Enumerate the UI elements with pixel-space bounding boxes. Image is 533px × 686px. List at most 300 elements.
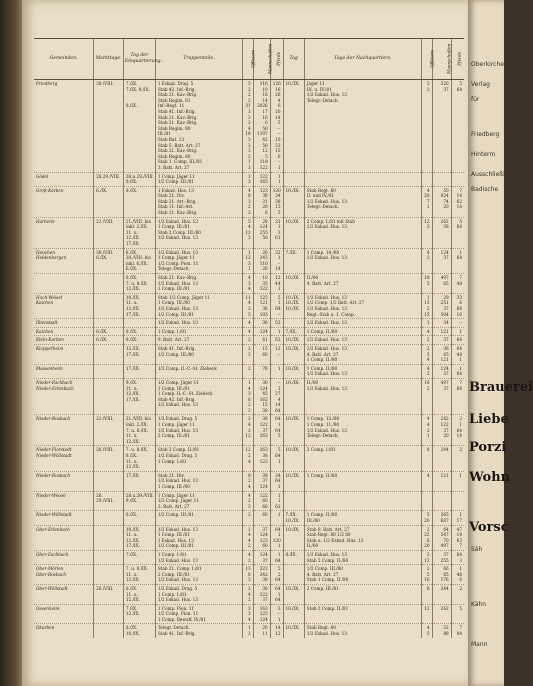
cell-mannschaften: 61 — [253, 336, 270, 345]
cell-einquartierung: 7./IX. 7./IX. 9./IX. 8./IX. — [123, 80, 155, 173]
cell-nachquartiere: 2 Comp. I./81 mit Stab 1/2 Eskad. Hus. 13 — [304, 217, 421, 248]
cell-gemeinde: Ilbenstadt — [34, 319, 94, 328]
cell-pferde: 14 12 — [270, 624, 283, 638]
cell-mannschaften-2: 320 37 — [432, 80, 451, 173]
table-row — [34, 624, 464, 638]
cell-pferde: 1 1 62 — [270, 491, 283, 511]
cell-nachquartier-tag: 8./IX. — [283, 550, 304, 564]
adjacent-page-text: Wohn — [469, 470, 511, 485]
cell-offiziere-2: 18 5 — [421, 274, 432, 294]
cell-pferde-2: 47 14 63 7 — [451, 525, 464, 550]
cell-offiziere-2: 12 3 — [421, 217, 432, 248]
cell-offiziere: 1 12 3 1 — [243, 248, 254, 273]
cell-mannschaften-2 — [432, 491, 451, 511]
table-row — [34, 525, 464, 550]
cell-markttage — [94, 624, 124, 638]
cell-offiziere: 13 8 3 — [243, 565, 254, 585]
cell-einquartierung: 10./IX. 11. u. 12./IX. 17./IX. — [123, 293, 155, 318]
cell-offiziere-2: 2 5 4 — [421, 344, 432, 364]
cell-pferde-2: 2 — [451, 446, 464, 471]
cell-einquartierung: 8./IX. 30./VIII. bis inkl. 6./IX. 6./IX. — [123, 248, 155, 273]
cell-pferde-2: 1 64 — [451, 364, 464, 378]
table-row — [34, 217, 464, 248]
header-mannschaften: Mannschaften — [253, 39, 270, 80]
cell-mannschaften: 10 35 122 — [253, 274, 270, 294]
cell-offiziere-2: 8 — [421, 584, 432, 604]
cell-offiziere: 4 2 3 — [243, 491, 254, 511]
cell-markttage — [94, 604, 124, 624]
cell-gemeinde: Ober-Eschbach — [34, 550, 94, 564]
cell-mannschaften: 36 — [253, 319, 270, 328]
cell-pferde-2: 1 — [451, 327, 464, 336]
table-header-row — [34, 39, 464, 80]
cell-truppenteile: Stab 41. Inf.-Brig. 1/2 Comp. III./80 — [155, 344, 242, 364]
adjacent-page-text: Hinterm — [471, 151, 496, 158]
cell-truppenteile: 1/2 Eskad. Drag. 5 1 Comp. Jäger 11 1/2 Eskad. Hus. 13 2 Comp. III./81 — [155, 415, 242, 446]
table-row — [34, 565, 464, 585]
cell-pferde: 5 64 1 — [270, 446, 283, 471]
cell-einquartierung: 8./IX. — [123, 327, 155, 336]
cell-einquartierung: 8./IX. 11. u. 12./IX. — [123, 584, 155, 604]
cell-mannschaften: 322 242 38 — [253, 565, 270, 585]
cell-markttage: 28.29./VIII. — [94, 172, 124, 186]
cell-offiziere: 2 3 — [243, 344, 254, 364]
cell-mannschaften: 15 60 — [253, 344, 270, 364]
cell-pferde-2: 1 17 — [451, 511, 464, 525]
cell-einquartierung: 7. u. 8./IX. 11. u. 12./IX. — [123, 565, 155, 585]
cell-mannschaften: 28 124 255 50 — [253, 217, 270, 248]
cell-mannschaften: 122 60 66 — [253, 491, 270, 511]
cell-mannschaften-2: 244 — [432, 446, 451, 471]
cell-gemeinde: Nieder-Florstadt Nieder-Wöllstadt — [34, 446, 94, 471]
cell-mannschaften: 116 10 18 14 2026 17 16 6 50 1197 42 50 12 5 118 122 — [253, 80, 270, 173]
cell-truppenteile: 1 Eskad. Drag. 5 Stab 42. Inf.-Brig. Stab 21. Kav.-Brig. Stab Regim. 81 Inf.-Regt. 11 Stab 41. Inf.-Brig. Stab 21. Kav.-Brig. Stab 21. Kav.-Brig. Stab Regim. 80 III./81 Stab Bat. 13 Stab 5. Batt. Art. 27 Stab 21. Kav.-Brig. Stab Regim. 80 Stab 1. Comp. III./81 3. Batt. Art. 27 — [155, 80, 242, 173]
cell-nachquartiere: Stab 9. Batt. Art. 27 Stab Regt. 80 1/2 80 Stab u. 1/2 Eskad. Hus. 13 II./80 — [304, 525, 421, 550]
cell-offiziere: 1 4 3 6 2 2 — [243, 378, 254, 415]
cell-pferde-2: 7 64 — [451, 378, 464, 415]
cell-truppenteile: Stab 21. Div. 1/2 Eskad. Hus. 13 1 Comp. III./80 — [155, 471, 242, 491]
cell-mannschaften-2: 29 251 37 504 — [432, 293, 451, 318]
cell-nachquartiere: 1 Comp. 12./80 1 Comp. 11./80 1/2 Eskad. Hus. 13 Telegr.-Detach. — [304, 415, 421, 446]
cell-offiziere: 2 4 2 12 — [243, 415, 254, 446]
cell-markttage: 21./VIII. — [94, 415, 124, 446]
cell-markttage — [94, 550, 124, 564]
cell-einquartierung: 21./VIII. bis inkl. 2./IX. 7. u. 8./IX. 11. u. 12./IX. — [123, 415, 155, 446]
cell-truppenteile: 1/2 Eskad. Hus. 13 1 Comp. III./81 Stab 2 Comp. III./80 1/2 Eskad. Hus. 13 — [155, 217, 242, 248]
cell-pferde: 12 -- — [270, 344, 283, 364]
table-row — [34, 550, 464, 564]
cell-nachquartier-tag — [283, 172, 304, 186]
adjacent-page-text: Porzi — [469, 440, 507, 455]
cell-mannschaften-2: 121 — [432, 471, 451, 491]
cell-mannschaften: 163 125 124 — [253, 604, 270, 624]
cell-offiziere-2: 1 — [421, 319, 432, 328]
cell-nachquartiere: Stab Regt. 80 II. und IV./81 1/2 Eskad. Hus. 13 Telegr.-Detach. — [304, 186, 421, 217]
cell-truppenteile: 1/2 Eskad. Hus. 13 — [155, 319, 242, 328]
cell-gemeinde: Klein-Karben — [34, 336, 94, 345]
cell-truppenteile: Stab 21. Comp. I./81 2 Comp. III./81 1/2 Eskad. Hus. 13 — [155, 565, 242, 585]
cell-pferde-2: 2 1 64 14 — [451, 415, 464, 446]
cell-nachquartier-tag: 10./IX. — [283, 604, 304, 624]
cell-nachquartiere: 1/2 Eskad. Hus. 13 — [304, 336, 421, 345]
cell-mannschaften-2: 36 65 121 — [432, 344, 451, 364]
cell-einquartierung: 26.u.28./VIII. 9./IX. — [123, 172, 155, 186]
cell-einquartierung: 17./IX. — [123, 471, 155, 491]
header-einquartierung: Tag der Einquartierung. — [123, 39, 155, 80]
cell-mannschaften: 38 122 37 262 — [253, 415, 270, 446]
cell-gemeinde: Ossenheim — [34, 604, 94, 624]
adjacent-page-text: für — [471, 96, 480, 103]
cell-einquartierung: 17./IX. — [123, 364, 155, 378]
cell-gemeinde: Friedberg — [34, 80, 94, 173]
header-pferde-2: Pferde — [451, 39, 464, 80]
cell-markttage — [94, 319, 124, 328]
quartering-table — [34, 38, 464, 638]
cell-nachquartiere: Stab 2 Comp. II./81 — [304, 604, 421, 624]
cell-mannschaften-2: 37 255 — [432, 550, 451, 564]
table-row — [34, 584, 464, 604]
cell-mannschaften: 30 124 45 162 15 38 — [253, 378, 270, 415]
cell-pferde: 120 34 38 15 5 — [270, 186, 283, 217]
cell-markttage: 28. 29./VIII. — [94, 491, 124, 511]
cell-nachquartiere: 1/2 Eskad. Hus. 13 Stab 2 Comp. II./80 — [304, 550, 421, 564]
cell-nachquartier-tag: 10./IX. — [283, 80, 304, 173]
cell-nachquartier-tag: 10./IX. — [283, 584, 304, 604]
table-row — [34, 336, 464, 345]
cell-pferde: 64 1 64 — [270, 584, 283, 604]
cell-markttage — [94, 565, 124, 585]
cell-nachquartier-tag — [283, 319, 304, 328]
cell-nachquartiere: II./80 4. Batt. Art. 27 — [304, 274, 421, 294]
cell-pferde: 3 -- 1 — [270, 604, 283, 624]
cell-mannschaften-2: 497 37 — [432, 378, 451, 415]
cell-nachquartier-tag — [283, 565, 304, 585]
cell-offiziere-2: 2 22 6 20 — [421, 525, 432, 550]
cell-pferde: 64 1 64 5 — [270, 415, 283, 446]
cell-mannschaften-2: 52 88 — [432, 624, 451, 638]
cell-gemeinde: Nieder-Rosbach — [34, 415, 94, 446]
cell-nachquartier-tag: 10./IX. — [283, 344, 304, 364]
cell-pferde-2: 64 48 1 — [451, 344, 464, 364]
cell-mannschaften-2: 365 687 — [432, 511, 451, 525]
cell-pferde: 64 1 120 1 — [270, 525, 283, 550]
cell-offiziere-2: 4 5 — [421, 624, 432, 638]
cell-offiziere: 4 — [243, 327, 254, 336]
cell-nachquartier-tag: 10./IX. — [283, 274, 304, 294]
table-row — [34, 378, 464, 415]
cell-nachquartier-tag: 10./IX. — [283, 525, 304, 550]
cell-einquartierung — [123, 319, 155, 328]
table-row — [34, 248, 464, 273]
cell-markttage — [94, 293, 124, 318]
cell-truppenteile: 1 Comp. I./81 1/2 Eskad. Hus. 13 — [155, 550, 242, 564]
cell-mannschaften: 124 37 — [253, 550, 270, 564]
cell-nachquartiere: 2 Comp. I./81 — [304, 446, 421, 471]
cell-pferde-2: 2 — [451, 584, 464, 604]
cell-truppenteile: 1/2 Comp. Jäger 11 1 Comp. III./81 1 Comp. II.-C.-St. Ziebeck Stab 42. Inf.-Brig. 1/2 Eskad. Hus. 13 — [155, 378, 242, 415]
cell-pferde: 1 1 — [270, 172, 283, 186]
cell-truppenteile: 1 Eskad. Hus. 13 Stab 21. Div. Stab 21. Art.-Brig. Stab 11. Inf.-Art. Stab 21. Kav.-Brig. — [155, 186, 242, 217]
header-tag: Tag — [283, 39, 304, 80]
cell-mannschaften-2: 50 924 74 20 — [432, 186, 451, 217]
cell-gemeinde — [34, 274, 94, 294]
cell-mannschaften-2: 242 122 37 20 — [432, 415, 451, 446]
cell-nachquartier-tag: 10./IX. — [283, 624, 304, 638]
cell-pferde: 1 — [270, 511, 283, 525]
cell-offiziere: 2 4 4 2 — [243, 525, 254, 550]
cell-gemeinde: Okarben — [34, 624, 94, 638]
table-row — [34, 274, 464, 294]
cell-gemeinde: Nieder-Wöllstadt — [34, 511, 94, 525]
cell-gemeinde: Gödel — [34, 172, 94, 186]
cell-truppenteile: 1 Comp. I./81 — [155, 327, 242, 336]
cell-markttage — [94, 378, 124, 415]
cell-offiziere-2: 4 — [421, 327, 432, 336]
cell-nachquartier-tag: 10./IX. — [283, 471, 304, 491]
cell-mannschaften: 76 — [253, 364, 270, 378]
cell-offiziere-2: 4 2 — [421, 364, 432, 378]
cell-markttage: 6./IX. — [94, 336, 124, 345]
cell-nachquartiere: 1/2 Eskad. Hus. 13 4. Batt. Art. 27 1 Comp. II./80 — [304, 344, 421, 364]
header-nachquartiere: Tage der Nachquartiere. — [304, 39, 421, 80]
adjacent-page-text: Vorsc — [469, 520, 509, 535]
cell-markttage — [94, 471, 124, 491]
cell-einquartierung: 8./IX. — [123, 511, 155, 525]
cell-pferde-2: 1 64 — [451, 248, 464, 273]
cell-gemeinde: Ober-Wöllstadt — [34, 584, 94, 604]
cell-offiziere: 5 4 12 3 — [243, 217, 254, 248]
adjacent-page-text: Ausschließlich — [471, 171, 514, 178]
table-row — [34, 327, 464, 336]
cell-offiziere-2: 4 4 2 1 — [421, 415, 432, 446]
cell-offiziere-2: 2 12 — [421, 550, 432, 564]
cell-offiziere-2 — [421, 491, 432, 511]
cell-truppenteile: Telegr.-Detach. Stab 41. Inf.-Brig. — [155, 624, 242, 638]
cell-markttage: 20./VIII. — [94, 584, 124, 604]
adjacent-page-text: Mann — [471, 641, 488, 648]
adjacent-page-text: Säh — [471, 546, 483, 553]
cell-pferde: 31 1 3 61 — [270, 217, 283, 248]
cell-nachquartier-tag: 10./IX. 16./IX. 10./IX. — [283, 293, 304, 318]
cell-offiziere-2: 4 2 — [421, 248, 432, 273]
adjacent-page-text: Kähn — [471, 601, 487, 608]
cell-einquartierung: 8./IX. — [123, 336, 155, 345]
cell-pferde-2: 7 14 62 14 — [451, 186, 464, 217]
cell-nachquartier-tag: 10./IX. — [283, 336, 304, 345]
cell-gemeinde: Harheim — [34, 217, 94, 248]
header-pferde: Pferde — [270, 39, 283, 80]
table-row — [34, 80, 464, 173]
cell-nachquartier-tag: 10./IX. — [283, 415, 304, 446]
cell-nachquartiere: 1/2 Eskad. Hus. 13 — [304, 319, 421, 328]
cell-nachquartiere — [304, 172, 421, 186]
cell-pferde: 126 16 26 4 6 20 14 5 -- -- 10 53 15 6 -- 1 — [270, 80, 283, 173]
cell-offiziere-2: 18 2 — [421, 378, 432, 415]
cell-pferde-2: 33 6 64 16 — [451, 293, 464, 318]
cell-offiziere: 8 2 4 — [243, 471, 254, 491]
cell-pferde: 32 1 -- 14 — [270, 248, 283, 273]
table-row — [34, 186, 464, 217]
cell-nachquartier-tag: 10./IX. — [283, 186, 304, 217]
cell-mannschaften: 125 121 36 105 — [253, 293, 270, 318]
cell-offiziere: 11 4 2 5 — [243, 293, 254, 318]
cell-pferde-2: 7 48 — [451, 274, 464, 294]
table-row — [34, 491, 464, 511]
table-row — [34, 511, 464, 525]
cell-mannschaften: 20 11 — [253, 624, 270, 638]
cell-pferde-2: -- — [451, 319, 464, 328]
cell-nachquartier-tag: 10./IX. — [283, 446, 304, 471]
cell-einquartierung: 7. u. 8./IX. 8./IX. 11. u. 12./IX. — [123, 446, 155, 471]
cell-pferde: -- 1 27 4 14 64 — [270, 378, 283, 415]
adjacent-page-text: Oberkirchen — [471, 61, 508, 68]
cell-offiziere-2: 12 — [421, 604, 432, 624]
cell-markttage: 30./VIII. 6./IX. — [94, 248, 124, 273]
header-gemeinde: Gemeinden. — [34, 39, 94, 80]
cell-nachquartier-tag: 7./IX. — [283, 248, 304, 273]
cell-truppenteile: 1/2 Comp. II.-C.-St. Ziebeck — [155, 364, 242, 378]
cell-offiziere-2: 1 13 2 15 — [421, 293, 432, 318]
table-row — [34, 293, 464, 318]
cell-offiziere-2: 4 — [421, 471, 432, 491]
cell-pferde-2: 1 — [451, 471, 464, 491]
cell-nachquartier-tag: 10./IX. — [283, 378, 304, 415]
header-offiziere-2: Offiziere — [421, 39, 432, 80]
table-row — [34, 604, 464, 624]
cell-mannschaften: 123 38 31 20 6 — [253, 186, 270, 217]
cell-gemeinde: Massenheim — [34, 364, 94, 378]
cell-truppenteile: Stab 21. Kav.-Brig. 1/2 Eskad. Hus. 13 1 Comp. III./81 — [155, 274, 242, 294]
table-row — [34, 471, 464, 491]
cell-mannschaften: 38 37 124 — [253, 471, 270, 491]
cell-gemeinde: Groß-Karben — [34, 186, 94, 217]
cell-nachquartiere: Stab Regt. 80 1/2 Eskad. Hus. 13 — [304, 624, 421, 638]
cell-pferde: 12 44 1 — [270, 274, 283, 294]
cell-gemeinde: Ober-Erlenbach — [34, 525, 94, 550]
cell-mannschaften-2: 121 — [432, 327, 451, 336]
adjacent-page-text: Badische — [471, 186, 499, 193]
cell-pferde-2 — [451, 172, 464, 186]
cell-einquartierung: 8./IX. 7. u. 8./IX. 12./IX. — [123, 274, 155, 294]
cell-einquartierung: 8./IX. 10./IX. — [123, 624, 155, 638]
cell-offiziere: 2 4 2 — [243, 584, 254, 604]
cell-nachquartier-tag: 10./IX. — [283, 217, 304, 248]
cell-mannschaften: 124 — [253, 327, 270, 336]
cell-mannschaften-2: 124 37 — [432, 248, 451, 273]
cell-offiziere: 3 3 4 — [243, 604, 254, 624]
cell-pferde: 62 — [270, 336, 283, 345]
cell-offiziere: 2 — [243, 364, 254, 378]
table-row — [34, 446, 464, 471]
cell-markttage — [94, 344, 124, 364]
cell-offiziere: 2 — [243, 511, 254, 525]
cell-pferde: 1 64 — [270, 550, 283, 564]
cell-pferde: 34 64 1 — [270, 471, 283, 491]
cell-nachquartiere: 2 Comp. III./81 — [304, 584, 421, 604]
cell-truppenteile: 1 Comp. Jäger 11 1/2 Comp. Jäger 11 3. Batt. Art. 27 — [155, 491, 242, 511]
cell-nachquartiere: 1 Comp. II./80 III./80 — [304, 511, 421, 525]
cell-mannschaften-2: 244 — [432, 584, 451, 604]
header-mannschaften-2: Mannschaften — [432, 39, 451, 80]
cell-offiziere: 5 2 2 2 31 3 3 2 4 18 3 3 3 2 1 3 — [243, 80, 254, 173]
cell-nachquartier-tag: 7./IX. — [283, 327, 304, 336]
cell-gemeinde: Klopperheim — [34, 344, 94, 364]
cell-gemeinde: Heuchen Heldenbergen — [34, 248, 94, 273]
cell-mannschaften: 26 245 110 20 — [253, 248, 270, 273]
cell-markttage: 20./VIII. — [94, 446, 124, 471]
book-gutter — [0, 0, 22, 686]
cell-einquartierung: 21./VIII. bis inkl. 2./IX. 11. u. 12./IX. 17./IX. — [123, 217, 155, 248]
cell-truppenteile: Stab 1/2 Comp. Jäger 11 1 Comp. III./80 1/2 Eskad. Hus. 13 1/2 Comp. III./81 — [155, 293, 242, 318]
cell-mannschaften-2: 64 547 70 497 — [432, 525, 451, 550]
cell-truppenteile: Stab 2 Comp. II./81 1/2 Eskad. Drag. 5 1 Comp. I./81 — [155, 446, 242, 471]
cell-gemeinde: Nieder-Eschbach Nieder-Erlenbach — [34, 378, 94, 415]
cell-einquartierung: 8./IX. — [123, 186, 155, 217]
cell-offiziere: 1 2 — [243, 624, 254, 638]
adjacent-page — [468, 0, 533, 686]
cell-pferde: 5 2 64 — [270, 565, 283, 585]
cell-mannschaften-2: 497 65 — [432, 274, 451, 294]
cell-truppenteile: 1/2 Comp. III./81 — [155, 511, 242, 525]
table-row — [34, 344, 464, 364]
cell-einquartierung: 7./IX. 12./IX. — [123, 604, 155, 624]
cell-offiziere-2: 8 — [421, 446, 432, 471]
cell-nachquartiere: 1 Comp. II./80 — [304, 471, 421, 491]
cell-truppenteile: 1/2 Eskad. Hus. 13 1 Comp. III./81 1 Eskad. Hus. 13 1/2 Comp. III./81 — [155, 525, 242, 550]
cell-gemeinde: Hoch-Weisel Kaichen — [34, 293, 94, 318]
adjacent-page-text: Brauerei — [469, 380, 533, 395]
cell-pferde: 53 — [270, 319, 283, 328]
cell-offiziere-2: 4 20 7 1 — [421, 186, 432, 217]
cell-einquartierung: 28.u.29./VIII. 9./IX. — [123, 491, 155, 511]
cell-mannschaften-2: 66 65 176 — [432, 565, 451, 585]
cell-markttage — [94, 511, 124, 525]
cell-markttage: 6./IX. — [94, 186, 124, 217]
cell-offiziere: 4 8 3 2 2 — [243, 186, 254, 217]
cell-gemeinde: Ober-Mörlen Ober-Rosbach — [34, 565, 94, 585]
cell-truppenteile: 1/2 Eskad. Drag. 5 1 Comp. I./81 1/2 Eskad. Hus. 13 — [155, 584, 242, 604]
cell-offiziere: 1 3 — [243, 172, 254, 186]
cell-offiziere-2: 2 5 16 — [421, 565, 432, 585]
cell-nachquartier-tag: 7./IX. 10./IX. — [283, 511, 304, 525]
cell-markttage — [94, 364, 124, 378]
table-body — [34, 80, 464, 638]
cell-nachquartier-tag: 10./IX. — [283, 364, 304, 378]
cell-pferde: 5 1 64 -- — [270, 293, 283, 318]
cell-einquartierung: 10./IX. 11. u. 12./IX. 17./IX. — [123, 525, 155, 550]
cell-mannschaften-2 — [432, 172, 451, 186]
cell-truppenteile: 1 Comp. Jäger 11 1/2 Comp. III./81 — [155, 172, 242, 186]
header-offiziere: Offiziere — [243, 39, 254, 80]
cell-mannschaften: 60 — [253, 511, 270, 525]
cell-offiziere: 4 — [243, 319, 254, 328]
cell-offiziere: 4 2 — [243, 550, 254, 564]
table-row — [34, 319, 464, 328]
cell-pferde-2: 1 48 6 — [451, 565, 464, 585]
cell-nachquartiere: 1/2 Eskad. Hus. 13 1/2 Comp. 1/2 Batt. Art. 27 1/2 Eskad. Hus. 13 Regt.-Stab u. 1. Comp. — [304, 293, 421, 318]
cell-markttage: 21./VIII. — [94, 217, 124, 248]
cell-nachquartiere: Jäger 11 III. u. IV./81 1/2 Eskad. Hus. 13 Telegr.-Detach. — [304, 80, 421, 173]
cell-offiziere-2: 2 — [421, 336, 432, 345]
cell-mannschaften: 122 165 — [253, 172, 270, 186]
cell-pferde-2: 5 — [451, 604, 464, 624]
cell-truppenteile: 9. Batt. Art. 27 — [155, 336, 242, 345]
cell-pferde: 1 — [270, 364, 283, 378]
cell-offiziere: 2 — [243, 336, 254, 345]
cell-mannschaften: 37 124 123 60 — [253, 525, 270, 550]
cell-pferde-2: 7 84 — [451, 624, 464, 638]
cell-gemeinde: Kaichen — [34, 327, 94, 336]
